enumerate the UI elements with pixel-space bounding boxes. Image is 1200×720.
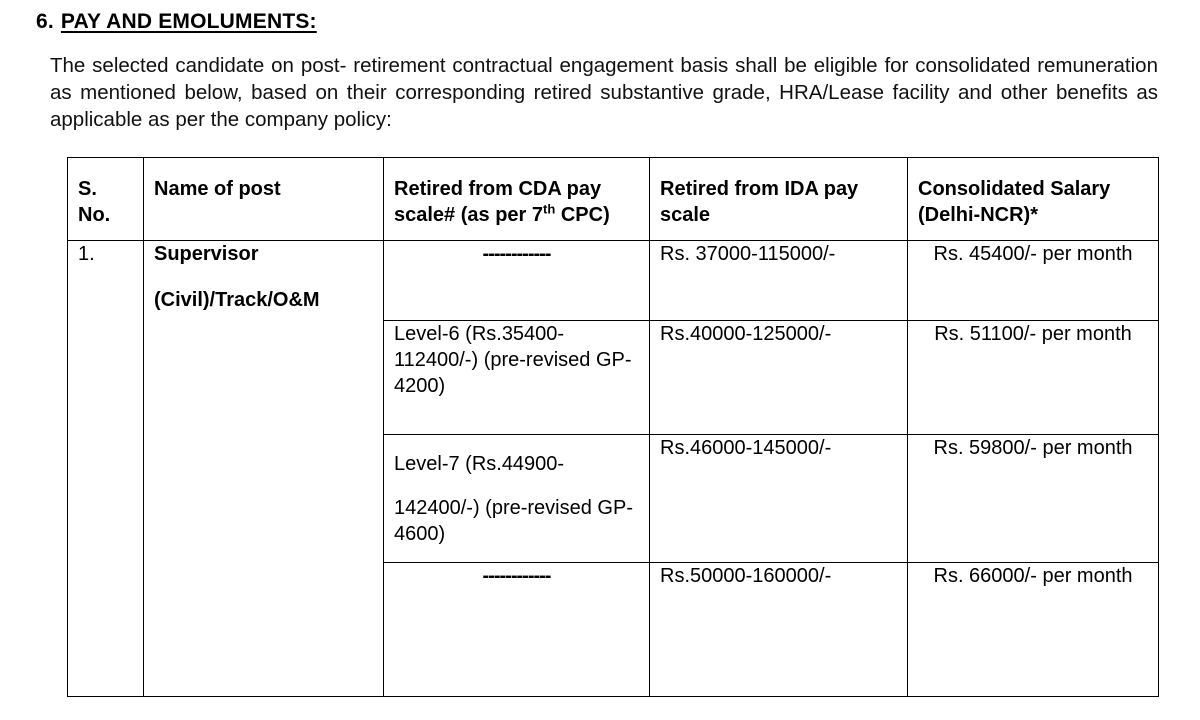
header-salary: Consolidated Salary (Delhi-NCR)*	[908, 158, 1159, 241]
intro-paragraph: The selected candidate on post- retirement contractual engagement basis shall be eligible for consolidated remuneration as mentioned below, based on their corresponding retired substantive grade, HRA/Lease facility and other benefits as applicable as per the company policy:	[50, 54, 1158, 131]
header-cda: Retired from CDA pay scale# (as per 7th CPC)	[384, 158, 650, 241]
ida-scale-cell: Rs.46000-145000/-	[650, 435, 908, 563]
cda-scale-cell: Level-7 (Rs.44900- 142400/-) (pre-revised GP-4600)	[384, 435, 650, 563]
salary-cell: Rs. 59800/- per month	[908, 435, 1159, 563]
section-title: PAY AND EMOLUMENTS:	[60, 10, 317, 33]
cda-scale-cell: ------------	[384, 241, 650, 321]
pay-table	[67, 157, 1159, 697]
header-ida: Retired from IDA pay scale	[650, 158, 908, 241]
salary-cell: Rs. 66000/- per month	[908, 563, 1159, 697]
header-post: Name of post	[144, 158, 384, 241]
ida-scale-cell: Rs.40000-125000/-	[650, 321, 908, 435]
header-sno: S. No.	[68, 158, 144, 241]
table-header-row	[68, 158, 1159, 241]
ida-scale-cell: Rs. 37000-115000/-	[650, 241, 908, 321]
cda-scale-cell: Level-6 (Rs.35400-112400/-) (pre-revised GP-4200)	[384, 321, 650, 435]
cda-scale-cell: ------------	[384, 563, 650, 697]
salary-cell: Rs. 51100/- per month	[908, 321, 1159, 435]
section-heading	[36, 10, 317, 34]
serial-number: 1.	[68, 241, 144, 697]
salary-cell: Rs. 45400/- per month	[908, 241, 1159, 321]
post-name: Supervisor (Civil)/Track/O&M	[144, 241, 384, 697]
ida-scale-cell: Rs.50000-160000/-	[650, 563, 908, 697]
table-row	[68, 241, 1159, 321]
section-number: 6.	[36, 10, 54, 33]
